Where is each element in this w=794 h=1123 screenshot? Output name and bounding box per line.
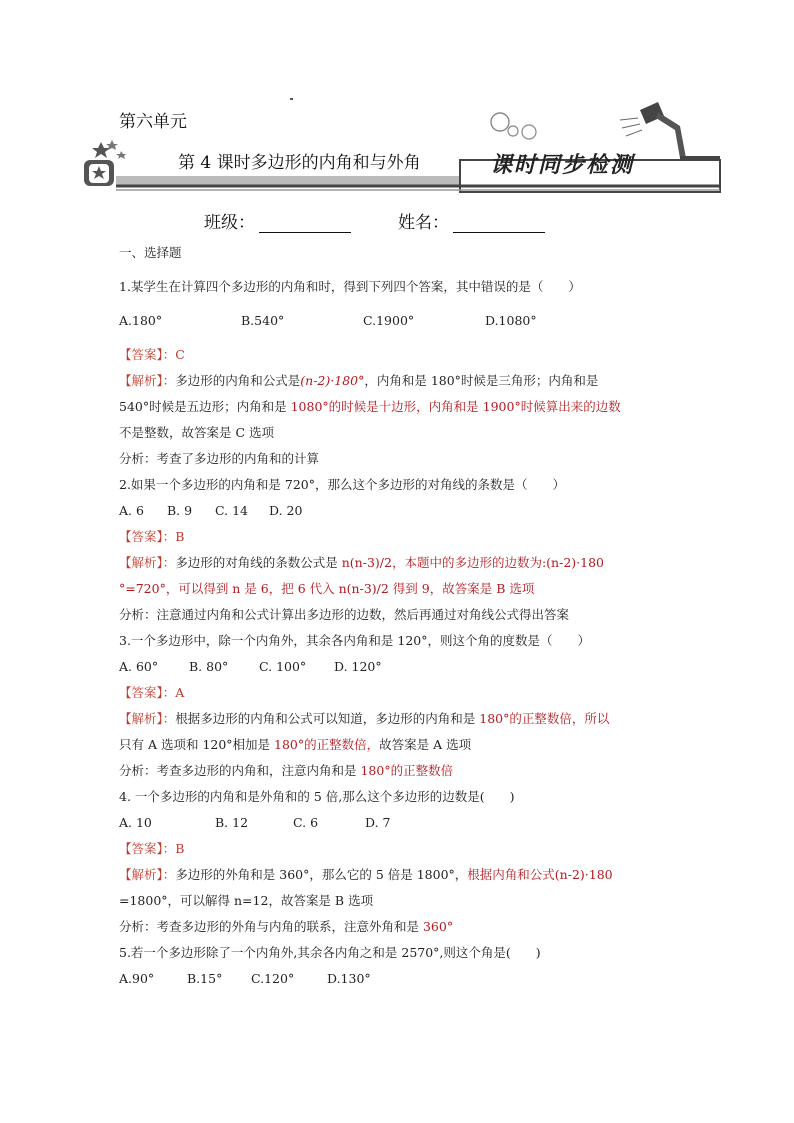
question-4: 4. 一个多边形的内角和是外角和的 5 倍,那么这个多边形的边数是( ) — [119, 789, 515, 804]
brand-title: 课时同步检测 — [490, 152, 635, 178]
q1-explanation-3: 不是整数，故答案是 C 选项 — [119, 425, 275, 440]
q2-option-b: B. 9 — [167, 503, 193, 518]
q5-option-a: A.90° — [119, 971, 155, 986]
q4-option-d: D. 7 — [365, 815, 391, 830]
question-2: 2.如果一个多边形的内角和是 720°，那么这个多边形的对角线的条数是（ ） — [119, 477, 566, 492]
explanation-label: 【解析】： — [119, 373, 176, 388]
q4-answer: 【答案】：B — [119, 841, 185, 856]
question-5: 5.若一个多边形除了一个内角外,其余各内角之和是 2570°,则这个角是( ) — [119, 945, 541, 960]
class-blank[interactable] — [259, 214, 351, 233]
q5-option-b: B.15° — [187, 971, 223, 986]
header-dot — [290, 98, 293, 100]
q1-option-d: D.1080° — [485, 313, 537, 328]
class-label: 班级： — [204, 213, 255, 233]
q1-options — [119, 308, 679, 334]
q2-answer: 【答案】：B — [119, 529, 185, 544]
q4-explanation-1: 【解析】：多边形的外角和是 360°，那么它的 5 倍是 1800°，根据内角和公式(n-2)·180 — [119, 867, 613, 882]
q2-answer-value: B — [175, 529, 185, 544]
question-list — [119, 240, 679, 992]
q3-option-a: A. 60° — [119, 659, 159, 674]
q2-explanation-2: °=720°，可以得到 n 是 6，把 6 代入 n(n-3)/2 得到 9，故答案是 B 选项 — [119, 581, 535, 596]
q3-options — [119, 654, 679, 680]
q2-option-c: C. 14 — [215, 503, 248, 518]
q1-explanation-1: 【解析】：多边形的内角和公式是(n-2)·180°，内角和是 180°时候是三角形；内角和是 — [119, 373, 599, 388]
name-label: 姓名： — [398, 213, 449, 233]
question-3: 3.一个多边形中，除一个内角外，其余各内角和是 120°，则这个角的度数是（ ） — [119, 633, 591, 648]
q3-option-b: B. 80° — [189, 659, 229, 674]
q1-answer — [119, 342, 679, 368]
lesson-title: 第 4 课时多边形的内角和与外角 — [178, 153, 421, 173]
q1-analysis: 分析：考查了多边形的内角和的计算 — [119, 451, 320, 466]
q1-option-a: A.180° — [119, 313, 163, 328]
name-field[interactable] — [398, 208, 545, 233]
question-1: 1.某学生在计算四个多边形的内角和时，得到下列四个答案，其中错误的是（ ） — [119, 279, 581, 294]
q2-option-a: A. 6 — [119, 503, 144, 518]
q1-explanation-2: 540°时候是五边形；内角和是 1080°的时候是十边形，内角和是 1900°时候算出来的边数 — [119, 399, 621, 414]
q3-explanation-2: 只有 A 选项和 120°相加是 180°的正整数倍，故答案是 A 选项 — [119, 737, 472, 752]
q2-analysis: 分析：注意通过内角和公式计算出多边形的边数，然后再通过对角线公式得出答案 — [119, 607, 570, 622]
class-field[interactable] — [204, 208, 351, 233]
q4-analysis: 分析：考查多边形的外角与内角的联系，注意外角和是 360° — [119, 919, 454, 934]
name-blank[interactable] — [453, 214, 545, 233]
q3-answer: 【答案】：A — [119, 685, 185, 700]
q5-option-d: D.130° — [327, 971, 371, 986]
q4-explanation-2: =1800°，可以解得 n=12，故答案是 B 选项 — [119, 893, 374, 908]
q3-explanation-1: 【解析】：根据多边形的内角和公式可以知道，多边形的内角和是 180°的正整数倍，所以 — [119, 711, 610, 726]
q2-explanation-1: 【解析】：多边形的对角线的条数公式是 n(n-3)/2，本题中的多边形的边数为:(n-2)·180 — [119, 555, 604, 570]
unit-title: 第六单元 — [119, 112, 187, 132]
q3-answer-value: A — [175, 685, 185, 700]
q1-option-c: C.1900° — [363, 313, 415, 328]
q4-answer-value: B — [175, 841, 185, 856]
q2-options — [119, 498, 679, 524]
q4-option-b: B. 12 — [215, 815, 249, 830]
section-title: 一、选择题 — [119, 245, 182, 260]
q1-answer-value: C — [175, 347, 185, 362]
q5-options — [119, 966, 679, 992]
q3-analysis: 分析：考查多边形的内角和，注意内角和是 180°的正整数倍 — [119, 763, 454, 778]
q3-option-c: C. 100° — [259, 659, 307, 674]
q2-option-d: D. 20 — [269, 503, 303, 518]
q1-option-b: B.540° — [241, 313, 285, 328]
q5-option-c: C.120° — [251, 971, 295, 986]
q3-option-d: D. 120° — [334, 659, 382, 674]
answer-label: 【答案】： — [119, 347, 176, 362]
q4-option-a: A. 10 — [119, 815, 152, 830]
q4-options — [119, 810, 679, 836]
q4-option-c: C. 6 — [293, 815, 319, 830]
